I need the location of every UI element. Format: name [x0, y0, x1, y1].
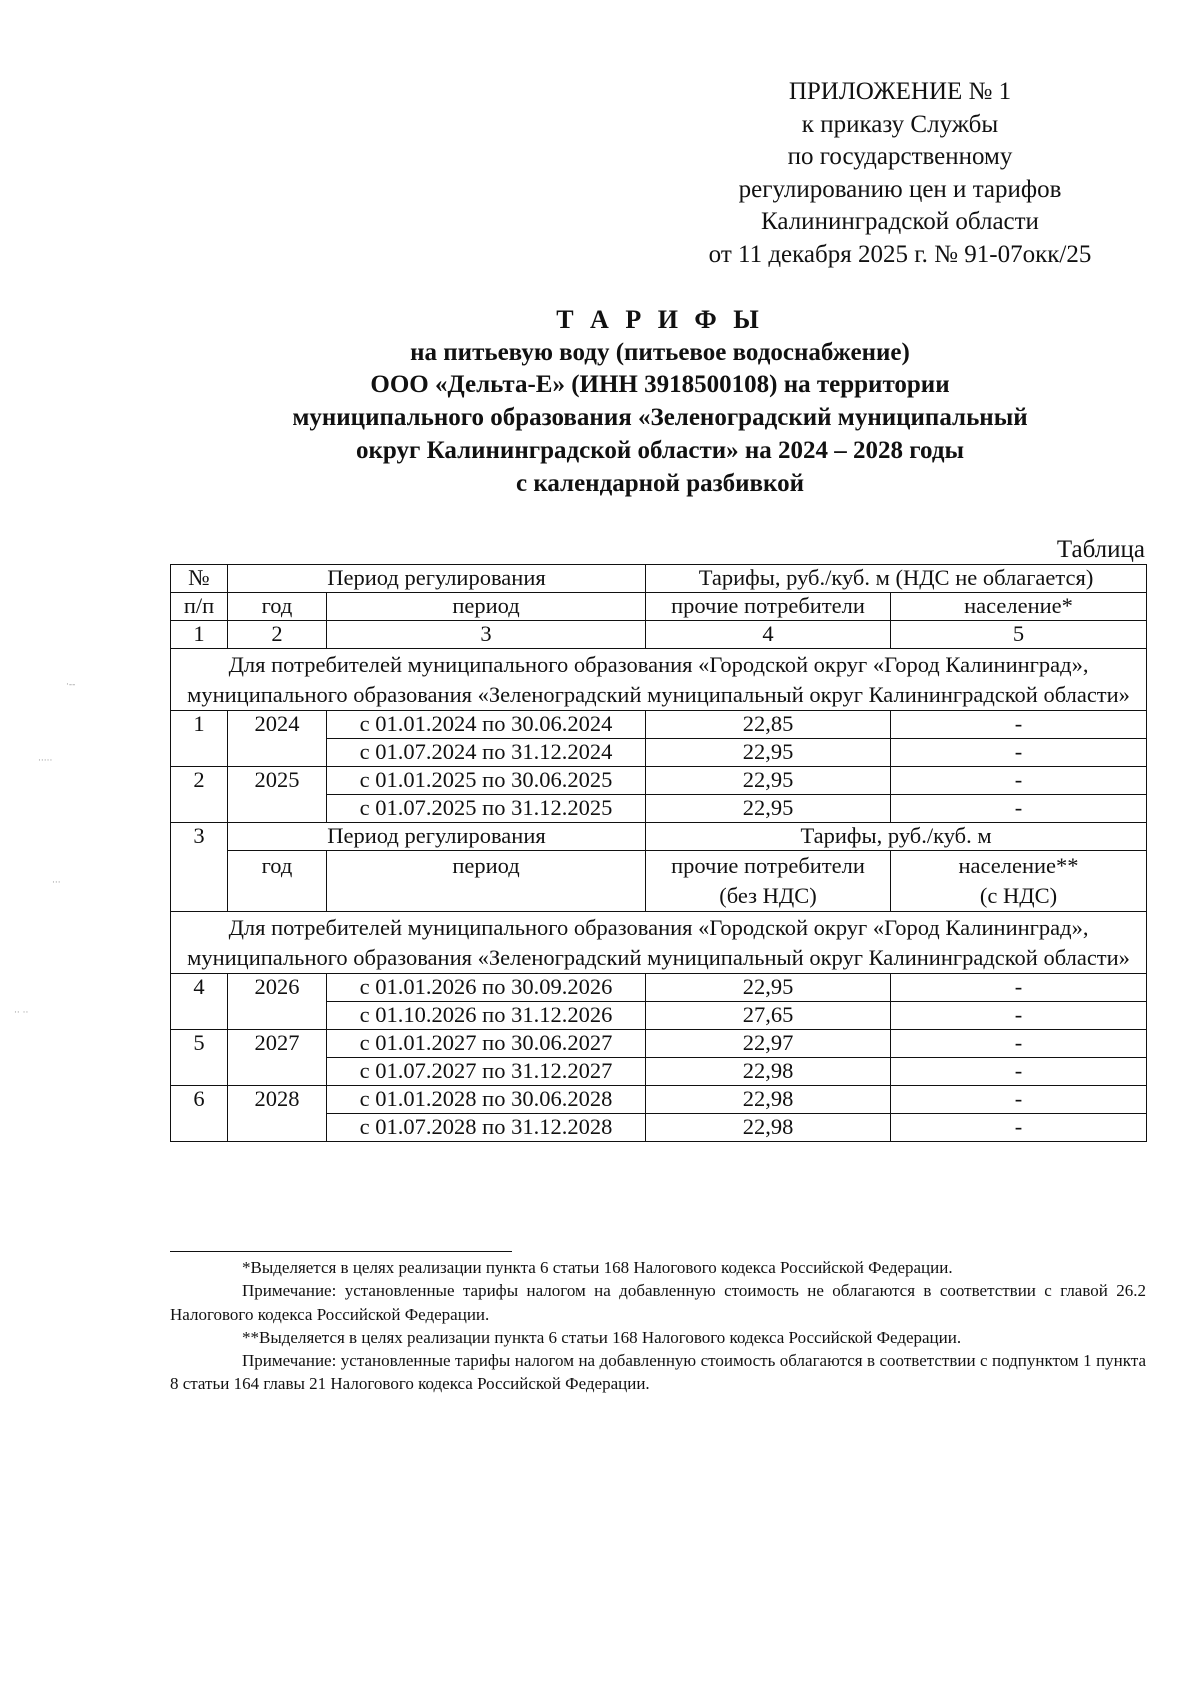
row-period: с 01.07.2027 по 31.12.2027 — [327, 1058, 646, 1086]
row-year: 2027 — [228, 1030, 327, 1086]
row-period: с 01.01.2026 по 30.09.2026 — [327, 974, 646, 1002]
table-row — [171, 1086, 1147, 1114]
row-population: - — [891, 711, 1147, 739]
title-line: округ Калининградской области» на 2024 – 2028 годы — [356, 436, 964, 464]
row-other: 22,97 — [646, 1030, 891, 1058]
appendix-line: регулированию цен и тарифов — [738, 175, 1062, 203]
scan-artifact: ·-- — [66, 680, 76, 690]
row-population: - — [891, 974, 1147, 1002]
header2-num: 3 — [171, 823, 228, 912]
title-line: ООО «Дельта-Е» (ИНН 3918500108) на территории — [370, 371, 950, 399]
column-number: 1 — [171, 621, 228, 649]
scan-artifact: ··· — [52, 878, 61, 888]
appendix-line: от 11 декабря 2025 г. № 91-07окк/25 — [708, 240, 1092, 268]
header2-other-line1: прочие потребители — [671, 853, 865, 878]
row-other: 22,98 — [646, 1114, 891, 1142]
section-caption-row — [171, 912, 1147, 974]
row-population: - — [891, 739, 1147, 767]
column-number: 4 — [646, 621, 891, 649]
header2-population — [891, 851, 1147, 912]
row-population: - — [891, 1114, 1147, 1142]
row-num: 5 — [171, 1030, 228, 1086]
row-period: с 01.01.2024 по 30.06.2024 — [327, 711, 646, 739]
row-year: 2024 — [228, 711, 327, 767]
column-number: 2 — [228, 621, 327, 649]
header-row — [171, 593, 1147, 621]
row-num: 4 — [171, 974, 228, 1030]
scan-artifact: ·· ·· — [14, 1008, 29, 1018]
header2-row — [171, 823, 1147, 851]
row-other: 22,95 — [646, 767, 891, 795]
row-other: 22,98 — [646, 1058, 891, 1086]
header-row — [171, 565, 1147, 593]
row-year: 2025 — [228, 767, 327, 823]
tariffs-table — [170, 564, 1147, 1142]
row-other: 22,95 — [646, 739, 891, 767]
table-row — [171, 767, 1147, 795]
table-label: Таблица — [1056, 536, 1145, 563]
table-row — [171, 711, 1147, 739]
footnote-divider — [170, 1251, 512, 1252]
appendix-header — [660, 76, 1140, 272]
row-population: - — [891, 795, 1147, 823]
row-population: - — [891, 767, 1147, 795]
header-population: население* — [891, 593, 1147, 621]
header-num-sub: п/п — [171, 593, 228, 621]
section-caption-row — [171, 649, 1147, 711]
row-population: - — [891, 1030, 1147, 1058]
row-period: с 01.01.2028 по 30.06.2028 — [327, 1086, 646, 1114]
scan-artifact: ····· — [38, 756, 53, 766]
header-period: период — [327, 593, 646, 621]
header2-population-line2: (с НДС) — [979, 883, 1058, 908]
row-other: 22,98 — [646, 1086, 891, 1114]
column-numbers-row — [171, 621, 1147, 649]
header2-tariff-group: Тарифы, руб./куб. м — [646, 823, 1147, 851]
title-line: с календарной разбивкой — [515, 469, 805, 497]
header2-period: период — [327, 851, 646, 912]
section-caption: Для потребителей муниципального образования «Городской округ «Город Калининград», муниципального образования «Зеленоградский муниципальный округ Калининградской области» — [171, 912, 1147, 974]
row-period: с 01.07.2028 по 31.12.2028 — [327, 1114, 646, 1142]
table-row — [171, 1030, 1147, 1058]
header2-year: год — [228, 851, 327, 912]
header-period-group: Период регулирования — [228, 565, 646, 593]
appendix-line: к приказу Службы — [801, 110, 999, 138]
row-other: 22,85 — [646, 711, 891, 739]
header2-population-line1: население** — [958, 853, 1079, 878]
footnote-1: *Выделяется в целях реализации пункта 6 статьи 168 Налогового кодекса Российской Федерации. — [242, 1258, 953, 1277]
header-tariff-group: Тарифы, руб./куб. м (НДС не облагается) — [646, 565, 1147, 593]
row-year: 2028 — [228, 1086, 327, 1142]
row-other: 27,65 — [646, 1002, 891, 1030]
title-heading: Т А Р И Ф Ы — [556, 305, 764, 334]
footnote-2-remark: Примечание: установленные тарифы налогом на добавленную стоимость облагаются в соответствии с подпунктом 1 пункта 8 статьи 164 главы 21 Налогового кодекса Российской Федерации. — [170, 1351, 1146, 1394]
header2-other — [646, 851, 891, 912]
row-num: 6 — [171, 1086, 228, 1142]
table-row — [171, 974, 1147, 1002]
title-line: на питьевую воду (питьевое водоснабжение) — [410, 338, 910, 366]
row-period: с 01.01.2025 по 30.06.2025 — [327, 767, 646, 795]
row-population: - — [891, 1058, 1147, 1086]
row-other: 22,95 — [646, 974, 891, 1002]
row-period: с 01.07.2025 по 31.12.2025 — [327, 795, 646, 823]
row-population: - — [891, 1086, 1147, 1114]
header-other: прочие потребители — [646, 593, 891, 621]
footnote-1-remark: Примечание: установленные тарифы налогом на добавленную стоимость не облагаются в соответствии с главой 26.2 Налогового кодекса Российской Федерации. — [170, 1281, 1146, 1324]
row-year: 2026 — [228, 974, 327, 1030]
document-title — [140, 304, 1180, 500]
row-other: 22,95 — [646, 795, 891, 823]
row-num: 2 — [171, 767, 228, 823]
row-num: 1 — [171, 711, 228, 767]
row-population: - — [891, 1002, 1147, 1030]
appendix-line: Калининградской области — [761, 208, 1039, 236]
header2-row — [171, 851, 1147, 912]
footnote-2: **Выделяется в целях реализации пункта 6 статьи 168 Налогового кодекса Российской Федерации. — [242, 1327, 962, 1347]
appendix-line: по государственному — [787, 143, 1013, 171]
section-caption: Для потребителей муниципального образования «Городской округ «Город Калининград», муниципального образования «Зеленоградский муниципальный округ Калининградской области» — [171, 649, 1147, 711]
header-num: № — [171, 565, 228, 593]
row-period: с 01.07.2024 по 31.12.2024 — [327, 739, 646, 767]
row-period: с 01.01.2027 по 30.06.2027 — [327, 1030, 646, 1058]
column-number: 3 — [327, 621, 646, 649]
footnotes — [170, 1256, 1146, 1396]
row-period: с 01.10.2026 по 31.12.2026 — [327, 1002, 646, 1030]
header2-period-group: Период регулирования — [228, 823, 646, 851]
appendix-line: ПРИЛОЖЕНИЕ № 1 — [788, 78, 1012, 105]
header-year: год — [228, 593, 327, 621]
title-line: муниципального образования «Зеленоградский муниципальный — [292, 404, 1028, 432]
column-number: 5 — [891, 621, 1147, 649]
header2-other-line2: (без НДС) — [719, 883, 817, 908]
